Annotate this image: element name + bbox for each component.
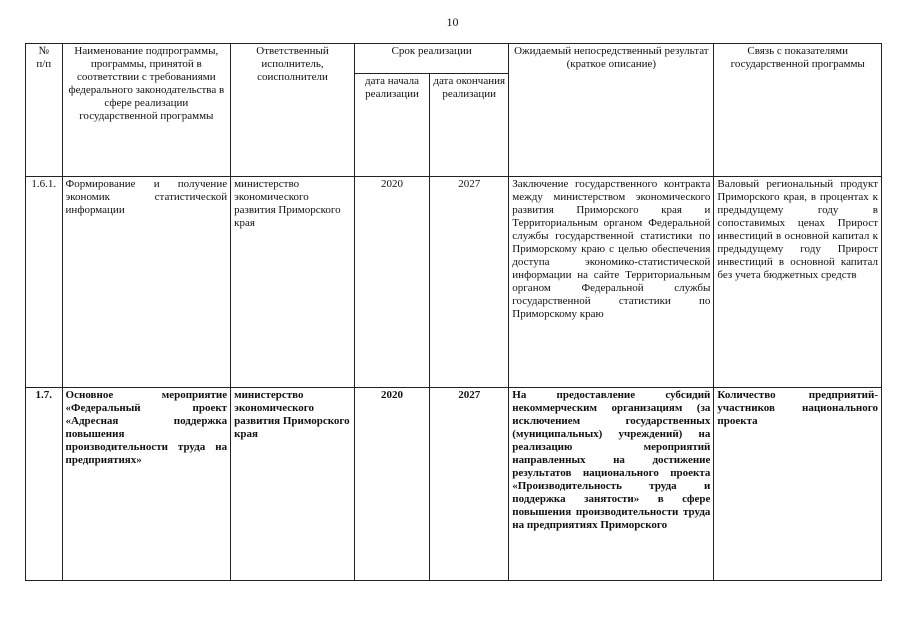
row-end-year: 2027: [430, 177, 509, 388]
header-start-date: дата начала реализации: [354, 74, 429, 177]
row-start-year: 2020: [354, 177, 429, 388]
row-program-indicators: Количество предприятий-участников национального проекта: [714, 388, 882, 581]
row-number: 1.6.1.: [26, 177, 63, 388]
row-program-indicators: Валовый региональный продукт Приморского края, в процентах к предыдущему году в сопоставимых ценах Прирост инвестиций в основной капитал к предыдущему году Прирост инвестиций в основной капитал без учета бюджетных средств: [714, 177, 882, 388]
row-end-year: 2027: [430, 388, 509, 581]
header-program-indicators: Связь с показателями государственной программы: [714, 44, 882, 177]
page-number: 10: [446, 15, 459, 29]
header-program-name: Наименование подпрограммы, программы, принятой в соответствии с требованиями федерального законодательства в сфере реализации государственной программы: [62, 44, 231, 177]
table-row: [26, 177, 882, 388]
header-end-date: дата окончания реализации: [430, 74, 509, 177]
header-number: № п/п: [26, 44, 63, 177]
row-expected-result: На предоставление субсидий некоммерческим организациям (за исключением государственных (муниципальных) учреждений) на реализацию мероприятий направленных на достижение результатов национального проекта «Производительность труда и поддержка занятости» в сфере повышения производительности труда на предприятиях Приморского: [509, 388, 714, 581]
row-start-year: 2020: [354, 388, 429, 581]
row-expected-result: Заключение государственного контракта между министерством экономического развития Приморского края и Территориальным органом Федеральной службы государственной статистики по Приморскому краю с целью обеспечения доступа экономико-статистической информации на сайте Территориальным органом Федеральной службы государственной статистики по Приморскому краю: [509, 177, 714, 388]
row-executor: министерство экономического развития Приморского края: [231, 388, 355, 581]
row-program-name: Формирование и получение экономик статистической информации: [62, 177, 231, 388]
row-program-name: Основное мероприятие «Федеральный проект «Адресная поддержка повышения производительности труда на предприятиях»: [62, 388, 231, 581]
header-period: Срок реализации: [354, 44, 508, 74]
table-row: [26, 388, 882, 581]
header-expected-result: Ожидаемый непосредственный результат (краткое описание): [509, 44, 714, 177]
program-activities-table: [25, 43, 882, 581]
row-number: 1.7.: [26, 388, 63, 581]
header-executor: Ответственный исполнитель, соисполнители: [231, 44, 355, 177]
row-executor: министерство экономического развития Приморского края: [231, 177, 355, 388]
